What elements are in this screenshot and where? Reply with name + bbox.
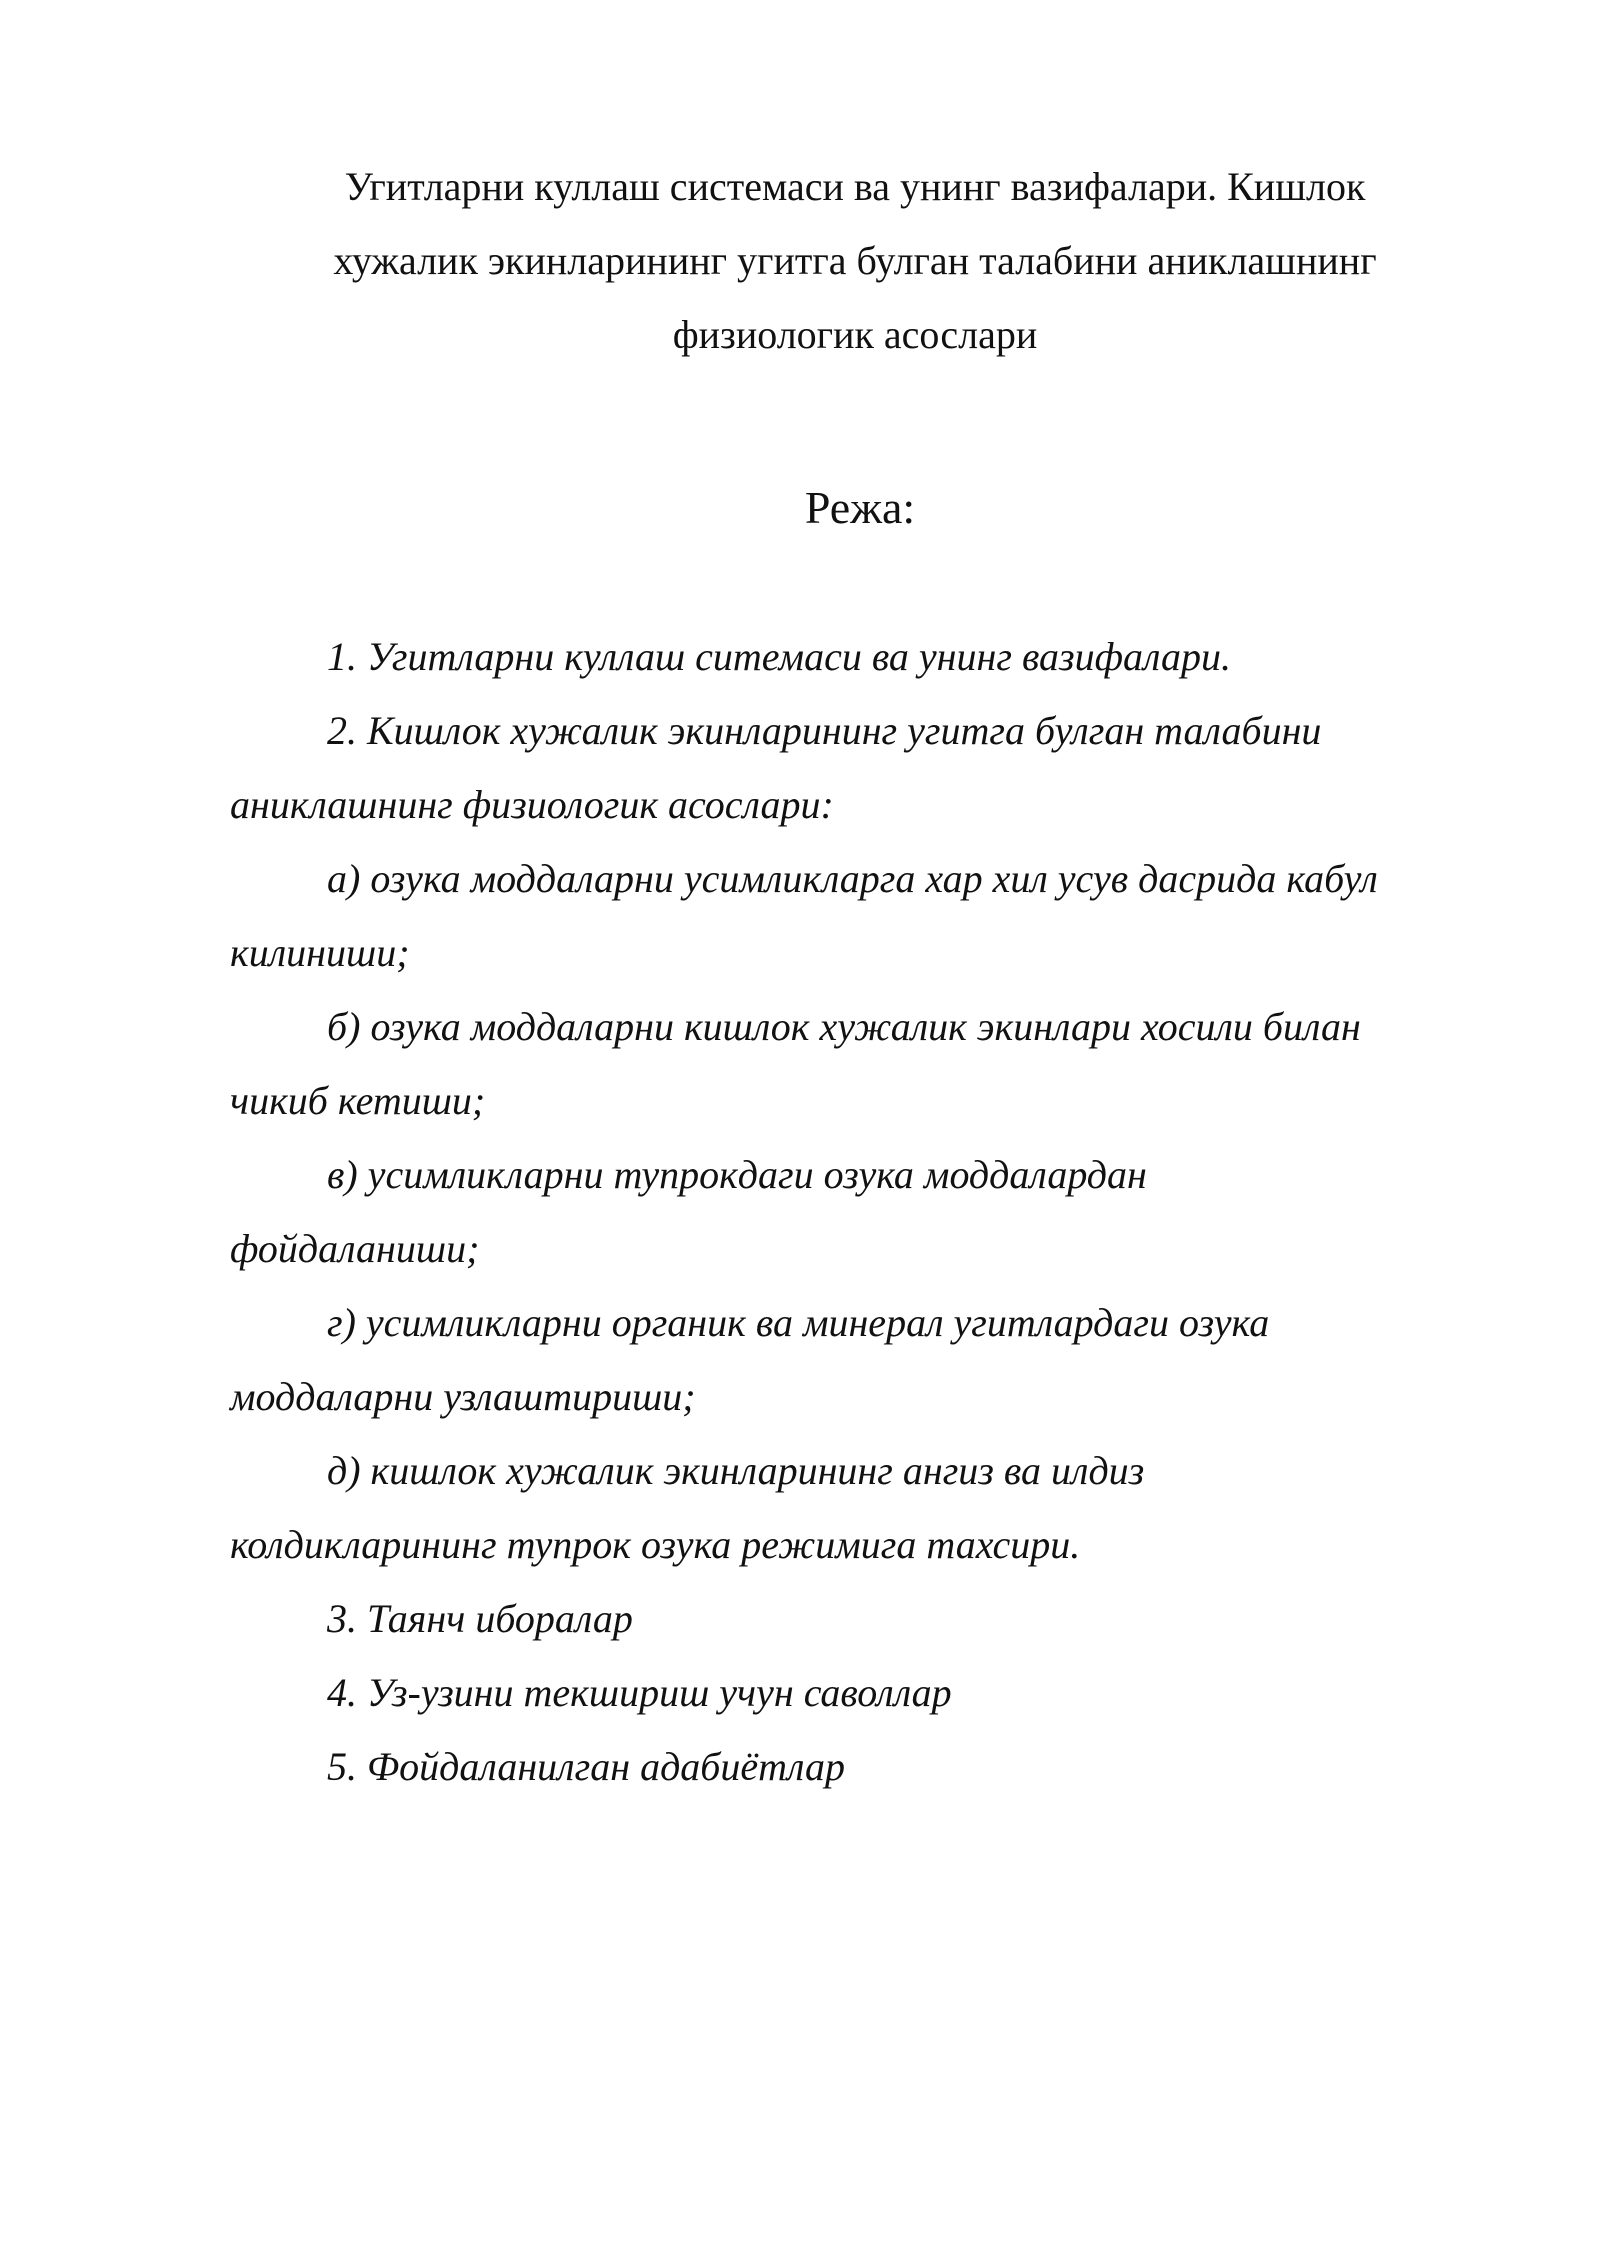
plan-item: 1. Угитларни куллаш ситемаси ва унинг вазифалари. bbox=[327, 634, 1231, 679]
plan-item-continuation: аниклашнинг физиологик асослари: bbox=[230, 782, 834, 827]
plan-subitem-continuation: моддаларни узлаштириши; bbox=[230, 1374, 696, 1419]
document-title bbox=[280, 150, 1430, 372]
plan-subitem: в) усимликларни тупрокдаги озука моддалардан bbox=[327, 1152, 1147, 1197]
plan-item: 2. Кишлок хужалик экинларининг угитга булган талабини bbox=[327, 708, 1322, 753]
plan-subitem-continuation: килиниши; bbox=[230, 930, 410, 975]
title-line: физиологик асослари bbox=[672, 312, 1038, 357]
plan-subitem-continuation: чикиб кетиши; bbox=[230, 1078, 486, 1123]
plan-heading: Режа: bbox=[804, 482, 916, 533]
plan-subitem: б) озука моддаларни кишлок хужалик экинлари хосили билан bbox=[327, 1004, 1361, 1049]
plan-subitem: г) усимликларни органик ва минерал угитлардаги озука bbox=[327, 1300, 1270, 1345]
plan-subitem-continuation: фойдаланиши; bbox=[230, 1226, 480, 1271]
plan-list bbox=[0, 620, 1600, 1804]
plan-subitem: а) озука моддаларни усимликларга хар хил усув дасрида кабул bbox=[327, 856, 1378, 901]
plan-item: 5. Фойдаланилган адабиётлар bbox=[327, 1744, 845, 1789]
plan-item: 4. Уз-узини текшириш учун саволлар bbox=[327, 1670, 952, 1715]
plan-subitem: д) кишлок хужалик экинларининг ангиз ва илдиз bbox=[327, 1448, 1145, 1493]
plan-subitem-continuation: колдикларининг тупрок озука режимига тахсири. bbox=[230, 1522, 1081, 1567]
title-line: Угитларни куллаш системаси ва унинг вазифалари. Кишлок bbox=[344, 164, 1366, 209]
plan-item: 3. Таянч иборалар bbox=[327, 1596, 633, 1641]
title-line: хужалик экинларининг угитга булган талабини аниклашнинг bbox=[333, 238, 1377, 283]
